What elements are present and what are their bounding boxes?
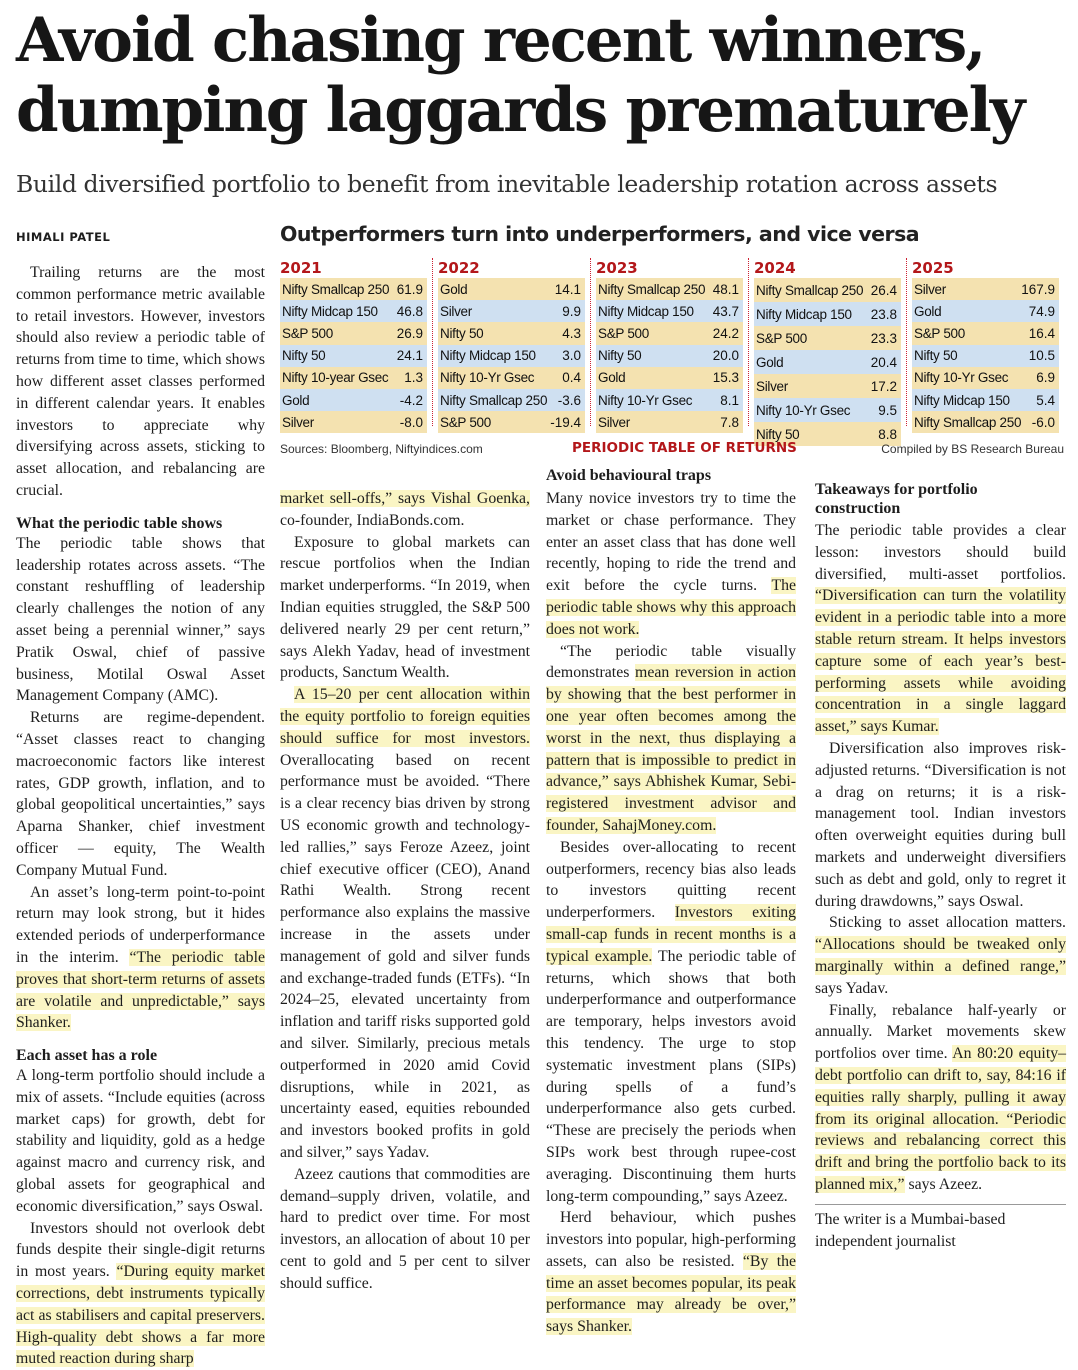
- asset-name: Nifty 50: [914, 348, 958, 364]
- return-value: 3.0: [562, 348, 581, 364]
- asset-name: Nifty Smallcap 250: [914, 414, 1022, 430]
- asset-name: Nifty 50: [598, 348, 642, 364]
- table-row: [754, 374, 901, 398]
- return-value: 26.9: [396, 325, 423, 341]
- highlight: Investors exiting small-cap funds in recent months is a typical example.: [546, 904, 796, 965]
- return-value: 8.8: [878, 426, 897, 442]
- column-separator: [432, 258, 433, 426]
- table-row: [912, 389, 1059, 411]
- paragraph: A long-term portfolio should include a mix of assets. “Include equities (across market caps) for growth, debt for stability and liquidity, gold as a hedge against macro and currency risk, and global assets for geographical and economic diversification,” says Oswal.: [16, 1067, 265, 1215]
- table-row: [280, 300, 427, 322]
- return-value: 24.1: [396, 348, 423, 364]
- asset-name: Gold: [598, 370, 626, 386]
- table-row: [438, 389, 585, 411]
- periodic-table: [280, 222, 1066, 462]
- table-row: [280, 278, 427, 300]
- column-separator: [590, 258, 591, 426]
- divider: [815, 1204, 1066, 1205]
- table-row: [596, 300, 743, 322]
- return-value: 10.5: [1028, 348, 1055, 364]
- asset-name: Gold: [282, 392, 310, 408]
- return-value: 5.4: [1036, 392, 1055, 408]
- column-1: [16, 262, 265, 1370]
- column-separator: [748, 258, 749, 426]
- return-value: 1.3: [404, 370, 423, 386]
- return-value: 61.9: [396, 281, 423, 297]
- deck: Build diversified portfolio to benefit from inevitable leadership rotation across assets: [16, 170, 998, 198]
- table-row: [754, 302, 901, 326]
- paragraph: An asset’s long-term point-to-point return may look strong, but it hides extended periods of underperformance in the interim. “The periodic table proves that short-term returns of assets are volatile and unpredictable,” says Shanker.: [16, 883, 265, 1032]
- paragraph: Trailing returns are the most common performance metric available to retail investors. However, investors should also review a periodic table of returns from time to time, which shows how different asset classes performed in different calendar years. It enables investors to appreciate why diversifying across assets, sticking to asset allocation, and rebalancing are crucial.: [16, 264, 265, 499]
- table-row: [912, 278, 1059, 300]
- highlight: A 15–20 per cent allocation within the equity portfolio to foreign equities should suffice for most investors.: [280, 686, 530, 747]
- highlight: mean reversion in action by showing that the best performer in one year often becomes among the worst in the next, thus displaying a pattern that is impossible to predict in advance,” says Abhishek Kumar, Sebi-registered investment advisor and founder, SahajMoney.com.: [546, 664, 796, 834]
- asset-name: S&P 500: [756, 330, 807, 346]
- asset-name: Nifty 10-Yr Gsec: [914, 370, 1009, 386]
- asset-name: Nifty 10-year Gsec: [282, 370, 389, 386]
- highlight: market sell-offs,” says Vishal Goenka,: [280, 490, 530, 507]
- asset-name: Nifty 50: [282, 348, 326, 364]
- return-value: 7.8: [720, 414, 739, 430]
- asset-name: Nifty 50: [756, 426, 800, 442]
- return-value: 23.3: [870, 330, 897, 346]
- paragraph: The periodic table provides a clear lesson: investors should build diversified, multi-asset portfolios. “Diversification can turn the volatility evident in a periodic table into a more stable return stream. It helps investors capture some of each year’s best-performing assets while avoiding concentration in a single laggard asset,” says Kumar.: [815, 522, 1066, 736]
- subheading: Takeaways for portfolio construction: [815, 481, 978, 517]
- year-column: [912, 258, 1059, 433]
- return-value: 46.8: [396, 303, 423, 319]
- asset-name: Silver: [914, 281, 946, 297]
- asset-name: S&P 500: [914, 325, 965, 341]
- paragraph: “The periodic table visually demonstrates mean reversion in action by showing that the best performer in one year often becomes among the worst in the next, thus displaying a pattern that is impossible to predict in advance,” says Abhishek Kumar, Sebi-registered investment advisor and founder, SahajMoney.com.: [546, 642, 796, 834]
- year-header: 2021: [280, 259, 322, 277]
- year-header: 2023: [596, 259, 638, 277]
- paragraph: market sell-offs,” says Vishal Goenka, co-founder, IndiaBonds.com.: [280, 490, 530, 529]
- table-row: [280, 322, 427, 344]
- asset-name: Nifty Midcap 150: [440, 348, 536, 364]
- column-3: [546, 466, 796, 1338]
- asset-name: S&P 500: [282, 325, 333, 341]
- writer-note: The writer is a Mumbai-based independent journalist: [815, 1210, 1006, 1250]
- column-2: [280, 488, 530, 1294]
- highlight: An 80:20 equity–debt portfolio can drift to, say, 84:16 if equities rally sharply, pulling it away from its original allocation. “Periodic reviews and rebalancing correct this drift and bring the portfolio back to its planned mix,”: [815, 1045, 1067, 1193]
- asset-name: Silver: [598, 414, 630, 430]
- highlight: “The periodic table proves that short-term returns of assets are volatile and unpredictable,” says Shanker.: [16, 948, 265, 1032]
- table-row: [912, 322, 1059, 344]
- return-value: 20.4: [870, 354, 897, 370]
- table-row: [596, 278, 743, 300]
- table-compiled: Compiled by BS Research Bureau: [881, 442, 1064, 456]
- asset-name: Silver: [756, 378, 788, 394]
- table-label: PERIODIC TABLE OF RETURNS: [572, 440, 797, 456]
- return-value: -3.6: [557, 392, 581, 408]
- paragraph: Diversification also improves risk-adjusted returns. “Diversification is not a drag on returns; it is a risk-management tool. Indian investors often overweight equities during bull markets and underweight diversifiers such as debt and gold, only to regret it during drawdowns,” says Oswal.: [815, 739, 1066, 910]
- table-row: [438, 300, 585, 322]
- table-row: [754, 278, 901, 302]
- table-row: [280, 345, 427, 367]
- paragraph: Investors should not overlook debt funds despite their single-digit returns in most years. “During equity market corrections, debt instruments typically act as stabilisers and capital preservers. High-quality debt shows a far more muted reaction during sharp: [16, 1219, 265, 1368]
- asset-name: Nifty Smallcap 250: [756, 282, 864, 298]
- table-row: [754, 398, 901, 422]
- paragraph: Exposure to global markets can rescue portfolios when the Indian market underperforms. “In 2019, when Indian equities struggled, the S&P 500 delivered nearly 29 per cent return,” says Alekh Yadav, head of investment products, Sanctum Wealth.: [280, 533, 530, 682]
- table-row: [912, 411, 1059, 433]
- paragraph: Herd behaviour, which pushes investors into popular, high-performing assets, can also be resisted. “By the time an asset becomes popular, its peak performance may already be over,” says Shanker.: [546, 1209, 796, 1336]
- year-header: 2025: [912, 259, 954, 277]
- return-value: 43.7: [712, 303, 739, 319]
- table-sources: Sources: Bloomberg, Niftyindices.com: [280, 442, 483, 456]
- return-value: 14.1: [554, 281, 581, 297]
- highlight: “During equity market corrections, debt instruments typically act as stabilisers and capital preservers. High-quality debt shows a far more muted reaction during sharp: [16, 1263, 265, 1368]
- table-row: [596, 411, 743, 433]
- table-row: [912, 345, 1059, 367]
- return-value: 23.8: [870, 306, 897, 322]
- subheading: Each asset has a role: [16, 1047, 158, 1065]
- asset-name: Silver: [440, 303, 472, 319]
- paragraph: Finally, rebalance half-yearly or annually. Market movements skew portfolios over time. An 80:20 equity–debt portfolio can drift to, say, 84:16 if equities rally sharply, pulling it away from its original allocation. “Periodic reviews and rebalancing correct this drift and bring the portfolio back to its planned mix,” says Azeez.: [815, 1001, 1067, 1193]
- paragraph: Many novice investors try to time the market or chase performance. They enter an asset class that has done well recently, hoping to ride the trend and exit before the cycle turns. The periodic table shows why this approach does not work.: [546, 490, 796, 638]
- byline: HIMALI PATEL: [16, 230, 111, 244]
- year-column: [754, 258, 901, 446]
- highlight: “By the time an asset becomes popular, its peak performance may already be over,” says Shanker.: [546, 1252, 796, 1336]
- return-value: 0.4: [562, 370, 581, 386]
- return-value: 6.9: [1036, 370, 1055, 386]
- table-title: Outperformers turn into underperformers, and vice versa: [280, 222, 920, 246]
- year-column: [280, 258, 427, 433]
- year-header: 2022: [438, 259, 480, 277]
- return-value: 24.2: [712, 325, 739, 341]
- return-value: 17.2: [870, 378, 897, 394]
- column-4: [815, 480, 1066, 1252]
- return-value: 167.9: [1021, 281, 1055, 297]
- asset-name: Nifty Smallcap 250: [282, 281, 390, 297]
- table-row: [912, 367, 1059, 389]
- table-row: [754, 350, 901, 374]
- return-value: 9.9: [562, 303, 581, 319]
- asset-name: Nifty 10-Yr Gsec: [440, 370, 535, 386]
- asset-name: S&P 500: [598, 325, 649, 341]
- column-separator: [906, 258, 907, 426]
- return-value: 8.1: [720, 392, 739, 408]
- table-footer: [280, 440, 1066, 460]
- asset-name: Nifty Midcap 150: [914, 392, 1010, 408]
- asset-name: Nifty 10-Yr Gsec: [756, 402, 851, 418]
- return-value: 48.1: [712, 281, 739, 297]
- table-row: [754, 326, 901, 350]
- return-value: 9.5: [878, 402, 897, 418]
- return-value: 4.3: [562, 325, 581, 341]
- paragraph: Returns are regime-dependent. “Asset classes react to changing macroeconomic factors like interest rates, GDP growth, inflation, and to global geopolitical uncertainties,” says Aparna Shanker, chief investment officer — equity, The Wealth Company Mutual Fund.: [16, 709, 265, 879]
- year-column: [596, 258, 743, 433]
- highlight: “Allocations should be tweaked only marginally within a defined range,”: [815, 936, 1066, 975]
- asset-name: Silver: [282, 414, 314, 430]
- return-value: 20.0: [712, 348, 739, 364]
- highlight: “Diversification can turn the volatility evident in a periodic table into a more stable return stream. It helps investors capture some of each year’s best-performing assets while avoiding concentration in a single laggard asset,” says Kumar.: [815, 587, 1066, 736]
- year-column: [438, 258, 585, 433]
- table-row: [596, 345, 743, 367]
- return-value: 26.4: [870, 282, 897, 298]
- asset-name: Gold: [756, 354, 784, 370]
- subheading: What the periodic table shows: [16, 514, 223, 532]
- asset-name: Nifty Midcap 150: [598, 303, 694, 319]
- table-row: [280, 411, 427, 433]
- table-row: [596, 389, 743, 411]
- table-row: [280, 389, 427, 411]
- paragraph: A 15–20 per cent allocation within the equity portfolio to foreign equities should suffice for most investors. Overallocating based on recent performance must be avoided. “There is a clear recency bias driven by strong US economic growth and technology-led rallies,” says Feroze Azeez, joint chief executive officer (CEO), Anand Rathi Wealth. Strong recent performance also explains the massive increase in the assets under management of gold and silver funds and exchange-traded funds (ETFs). “In 2024–25, elevated uncertainty from inflation and tariff risks supported gold and silver. Similarly, precious metals outperformed in 2020 amid Covid disruptions, while in 2021, as uncertainty eased, equities rebounded and investors booked profits in gold and silver,” says Yadav.: [280, 686, 530, 1161]
- table-row: [596, 322, 743, 344]
- return-value: -8.0: [399, 414, 423, 430]
- asset-name: S&P 500: [440, 414, 491, 430]
- headline: Avoid chasing recent winners, dumping laggards prematurely: [16, 5, 1024, 146]
- asset-name: Nifty Smallcap 250: [440, 392, 548, 408]
- return-value: 15.3: [712, 370, 739, 386]
- table-row: [438, 278, 585, 300]
- return-value: 16.4: [1028, 325, 1055, 341]
- asset-name: Gold: [440, 281, 468, 297]
- subheading: Avoid behavioural traps: [546, 467, 712, 484]
- table-row: [596, 367, 743, 389]
- table-row: [438, 367, 585, 389]
- asset-name: Nifty 10-Yr Gsec: [598, 392, 693, 408]
- table-row: [438, 411, 585, 433]
- paragraph: Sticking to asset allocation matters. “Allocations should be tweaked only marginally within a defined range,” says Yadav.: [815, 914, 1066, 997]
- paragraph: Azeez cautions that commodities are demand–supply driven, volatile, and hard to predict over time. For most investors, an allocation of about 10 per cent to gold and 5 per cent to silver should suffice.: [280, 1165, 530, 1292]
- asset-name: Gold: [914, 303, 942, 319]
- table-row: [438, 322, 585, 344]
- return-value: -6.0: [1031, 414, 1055, 430]
- return-value: 74.9: [1028, 303, 1055, 319]
- asset-name: Nifty 50: [440, 325, 484, 341]
- return-value: -19.4: [550, 414, 581, 430]
- highlight: The periodic table shows why this approach does not work.: [546, 577, 796, 638]
- asset-name: Nifty Midcap 150: [756, 306, 852, 322]
- table-row: [280, 367, 427, 389]
- table-row: [912, 300, 1059, 322]
- paragraph: Besides over-allocating to recent outperformers, recency bias also leads to investors quitting recent underperformers. Investors exiting small-cap funds in recent months is a typical example. The periodic table of returns, which shows that both underperformance and outperformance are temporary, helps investors avoid this tendency. The urge to stop systematic investment plans (SIPs) during spells of a fund’s underperformance also gets curbed. “These are precisely the periods when SIPs work best through rupee-cost averaging. Discontinuing them hurts long-term compounding,” says Azeez.: [546, 838, 796, 1205]
- asset-name: Nifty Smallcap 250: [598, 281, 706, 297]
- asset-name: Nifty Midcap 150: [282, 303, 378, 319]
- table-row: [438, 345, 585, 367]
- return-value: -4.2: [399, 392, 423, 408]
- year-header: 2024: [754, 259, 796, 277]
- paragraph: The periodic table shows that leadership rotates across assets. “The constant reshuffling of leadership clearly challenges the notion of any asset being a perennial winner,” says Pratik Oswal, chief of passive business, Motilal Oswal Asset Management Company (AMC).: [16, 534, 265, 705]
